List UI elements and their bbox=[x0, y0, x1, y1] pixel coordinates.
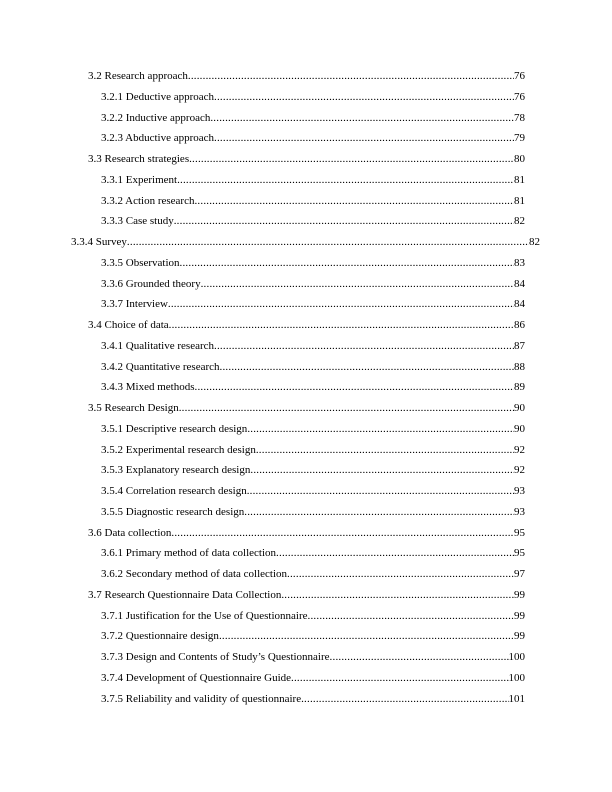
toc-entry[interactable] bbox=[101, 566, 525, 582]
toc-entry-page-number: 81 bbox=[514, 194, 525, 207]
toc-entry-title: 3.3.2 Action research bbox=[101, 194, 195, 207]
dot-leader bbox=[247, 421, 514, 437]
toc-entry-title: 3.2.2 Inductive approach bbox=[101, 111, 211, 124]
toc-entry-title: 3.7.5 Reliability and validity of questionnaire bbox=[101, 692, 302, 705]
dot-leader bbox=[180, 255, 514, 271]
dot-leader bbox=[168, 296, 514, 312]
toc-entry-title: 3.2.3 Abductive approach bbox=[101, 132, 215, 145]
dot-leader bbox=[214, 89, 514, 105]
dot-leader bbox=[220, 359, 514, 375]
toc-entry[interactable] bbox=[101, 379, 525, 395]
toc-entry-title: 3.3.7 Interview bbox=[101, 298, 168, 311]
toc-entry-page-number: 99 bbox=[514, 588, 525, 601]
toc-entry-page-number: 101 bbox=[508, 692, 525, 705]
dot-leader bbox=[287, 566, 514, 582]
dot-leader bbox=[214, 130, 514, 146]
dot-leader bbox=[250, 462, 514, 478]
toc-entry-title: 3.7.2 Questionnaire design bbox=[101, 630, 219, 643]
dot-leader bbox=[188, 68, 514, 84]
toc-entry-title: 3.4.1 Qualitative research bbox=[101, 339, 215, 352]
toc-entry-page-number: 84 bbox=[514, 298, 525, 311]
toc-entry[interactable] bbox=[101, 608, 525, 624]
toc-entry-page-number: 92 bbox=[514, 464, 525, 477]
toc-entry-page-number: 99 bbox=[514, 609, 525, 622]
toc-entry-title: 3.4.2 Quantitative research bbox=[101, 360, 220, 373]
toc-entry[interactable] bbox=[101, 483, 525, 499]
dot-leader bbox=[127, 234, 529, 250]
toc-entry-title: 3.5.2 Experimental research design bbox=[101, 443, 256, 456]
toc-entry[interactable] bbox=[88, 587, 525, 603]
toc-entry[interactable] bbox=[88, 525, 525, 541]
toc-entry-page-number: 84 bbox=[514, 277, 525, 290]
dot-leader bbox=[177, 172, 514, 188]
toc-entry-title: 3.4.3 Mixed methods bbox=[101, 381, 195, 394]
toc-entry-page-number: 87 bbox=[514, 339, 525, 352]
dot-leader bbox=[281, 587, 514, 603]
toc-entry-title: 3.3.5 Observation bbox=[101, 256, 180, 269]
dot-leader bbox=[214, 338, 514, 354]
toc-entry-title: 3.5.1 Descriptive research design bbox=[101, 422, 248, 435]
dot-leader bbox=[174, 213, 514, 229]
toc-entry[interactable] bbox=[101, 649, 525, 665]
toc-entry-page-number: 82 bbox=[529, 236, 540, 248]
toc-entry[interactable] bbox=[101, 172, 525, 188]
toc-entry-page-number: 78 bbox=[514, 111, 525, 124]
dot-leader bbox=[244, 504, 514, 520]
toc-entry[interactable] bbox=[88, 68, 525, 84]
toc-entry-title: 3.7.4 Development of Questionnaire Guide bbox=[101, 671, 292, 684]
toc-entry[interactable] bbox=[101, 504, 525, 520]
toc-entry-page-number: 88 bbox=[514, 360, 525, 373]
toc-entry[interactable] bbox=[101, 628, 525, 644]
toc-entry[interactable] bbox=[88, 317, 525, 333]
toc-entry-page-number: 97 bbox=[514, 568, 525, 580]
toc-entry[interactable] bbox=[71, 234, 540, 250]
dot-leader bbox=[219, 628, 514, 644]
toc-entry-page-number: 82 bbox=[514, 215, 525, 228]
toc-entry-title: 3.7 Research Questionnaire Data Collection bbox=[88, 588, 282, 601]
toc-entry-page-number: 79 bbox=[514, 132, 525, 145]
toc-entry-page-number: 76 bbox=[514, 70, 525, 82]
toc-entry-title: 3.6 Data collection bbox=[88, 526, 172, 539]
dot-leader bbox=[189, 151, 514, 167]
toc-entry[interactable] bbox=[101, 89, 525, 105]
toc-entry[interactable] bbox=[101, 462, 525, 478]
toc-entry-page-number: 90 bbox=[514, 402, 525, 414]
toc-entry-title: 3.7.1 Justification for the Use of Questionnaire bbox=[101, 609, 308, 622]
toc-entry-page-number: 95 bbox=[514, 547, 525, 560]
toc-entry-title: 3.2.1 Deductive approach bbox=[101, 90, 215, 103]
toc-entry-page-number: 100 bbox=[508, 671, 525, 684]
dot-leader bbox=[247, 483, 514, 499]
dot-leader bbox=[201, 276, 514, 292]
toc-entry-page-number: 86 bbox=[514, 319, 525, 331]
toc-entry-page-number: 89 bbox=[514, 381, 525, 394]
toc-entry-page-number: 100 bbox=[508, 651, 525, 663]
dot-leader bbox=[308, 608, 514, 624]
toc-entry-title: 3.4 Choice of data bbox=[88, 319, 169, 331]
dot-leader bbox=[171, 525, 514, 541]
toc-entry-title: 3.7.3 Design and Contents of Study’s Questionnaire bbox=[101, 651, 330, 663]
dot-leader bbox=[330, 649, 509, 665]
toc-entry[interactable] bbox=[101, 421, 525, 437]
toc-entry-page-number: 99 bbox=[514, 630, 525, 643]
toc-entry-title: 3.5.5 Diagnostic research design bbox=[101, 505, 245, 518]
toc-entry[interactable] bbox=[101, 110, 525, 126]
toc-entry-page-number: 90 bbox=[514, 422, 525, 435]
toc-entry-title: 3.6.1 Primary method of data collection bbox=[101, 547, 277, 560]
toc-entry-title: 3.5 Research Design bbox=[88, 402, 179, 414]
toc-entry-page-number: 92 bbox=[514, 443, 525, 456]
toc-entry[interactable] bbox=[101, 691, 525, 707]
dot-leader bbox=[195, 379, 515, 395]
dot-leader bbox=[179, 400, 514, 416]
dot-leader bbox=[276, 545, 514, 561]
toc-entry[interactable] bbox=[101, 442, 525, 458]
toc-entry-page-number: 93 bbox=[514, 485, 525, 497]
toc-entry-page-number: 95 bbox=[514, 526, 525, 539]
toc-entry-page-number: 81 bbox=[514, 173, 525, 186]
toc-entry-page-number: 93 bbox=[514, 505, 525, 518]
toc-entry[interactable] bbox=[101, 359, 525, 375]
toc-entry-page-number: 80 bbox=[514, 153, 525, 165]
dot-leader bbox=[210, 110, 514, 126]
dot-leader bbox=[169, 317, 514, 333]
toc-entry[interactable] bbox=[101, 670, 525, 686]
toc-entry[interactable] bbox=[101, 255, 525, 271]
toc-entry[interactable] bbox=[101, 213, 525, 229]
toc-entry-title: 3.3.1 Experiment bbox=[101, 173, 178, 186]
toc-entry-title: 3.3.3 Case study bbox=[101, 215, 174, 228]
toc-entry-title: 3.3.6 Grounded theory bbox=[101, 277, 201, 290]
toc-entry[interactable] bbox=[101, 193, 525, 209]
toc-entry-title: 3.5.3 Explanatory research design bbox=[101, 464, 251, 477]
toc-entry-title: 3.6.2 Secondary method of data collection bbox=[101, 568, 288, 580]
dot-leader bbox=[291, 670, 508, 686]
toc-entry-page-number: 83 bbox=[514, 256, 525, 269]
toc-entry[interactable] bbox=[88, 151, 525, 167]
dot-leader bbox=[194, 193, 514, 209]
toc-entry-page-number: 76 bbox=[514, 90, 525, 103]
dot-leader bbox=[301, 691, 508, 707]
toc-entry[interactable] bbox=[101, 296, 525, 312]
toc-entry-title: 3.3 Research strategies bbox=[88, 153, 190, 165]
toc-entry[interactable] bbox=[101, 276, 525, 292]
toc-entry[interactable] bbox=[88, 400, 525, 416]
toc-entry[interactable] bbox=[101, 130, 525, 146]
dot-leader bbox=[256, 442, 514, 458]
toc-entry[interactable] bbox=[101, 338, 525, 354]
toc-entry[interactable] bbox=[101, 545, 525, 561]
toc-entry-title: 3.2 Research approach bbox=[88, 70, 188, 82]
toc-entry-title: 3.5.4 Correlation research design bbox=[101, 485, 247, 497]
toc-entry-title: 3.3.4 Survey bbox=[71, 236, 127, 248]
